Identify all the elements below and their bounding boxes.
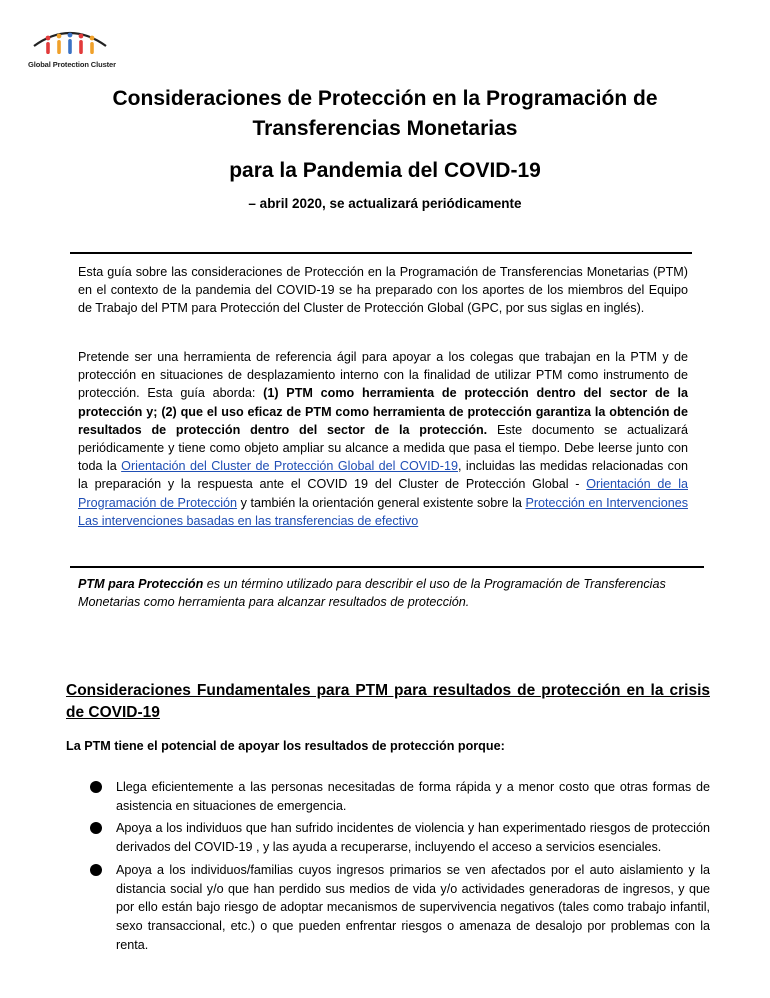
bullet-icon [90, 822, 102, 834]
scope-bold-text: (1) PTM como herramienta de protección dentro del sector de la protección y; (2) que el uso eficaz de PTM como herramienta de protección garantiza la obtención de resultados de protección dentro del sector de la protección. [78, 386, 689, 437]
page-subtitle: – abril 2020, se actualizará periódicamente [248, 196, 522, 211]
section-heading: Consideraciones Fundamentales para PTM para resultados de protección en la crisis de COVID-19 [66, 682, 710, 721]
link-protection-programming[interactable]: Orientación de la Programación de Protección [78, 477, 688, 510]
intro-paragraph-2: Pretende ser una herramienta de referencia ágil para apoyar a los colegas que trabajan en la PTM y de protección en situaciones de desplazamiento interno con la finalidad de utilizar PTM como instrumento de protección. Esta guía aborda: (1) PTM como herramienta de protección dentro del sector de la protección y; (2) que el uso eficaz de PTM como herramienta de protección garantiza la obtención de resultados de protección dentro del sector de la protección. Este documento se actualizará periódicamente y tiene como objeto ampliar su alcance a medida que pasa el tiempo. Debe leerse junto con toda la Orientación del Cluster de Protección Global del COVID-19, incluidas las medidas relacionadas con la preparación y la respuesta ante el COVID 19 del Cluster de Protección Global - Orientación de la Programación de Protección y también la orientación general existente sobre la Protección en Intervenciones Las intervenciones basadas en las transferencias de efectivo [78, 350, 689, 528]
list-item: Llega eficientemente a las personas necesitadas de forma rápida y a menor costo que otras formas de asistencia en situaciones de emergencia. [90, 778, 710, 815]
bullet-icon [90, 781, 102, 793]
logo-org-name: Global Protection Cluster [28, 60, 116, 69]
list-item: Apoya a los individuos/familias cuyos ingresos primarios se ven afectados por el auto aislamiento y la distancia social y/o que han perdido sus medios de vida y/o actividades generadoras de ingresos, y que por ello están bajo riesgo de adoptar mecanismos de supervivencia negativos (tales como trabajo infantil, sexo transaccional, etc.) o que pueden enfrentar riesgos o amenaza de desalojo por problemas con la renta. [90, 861, 710, 955]
ptm-term: PTM para Protección [78, 577, 204, 591]
page-title-line-1: Consideraciones de Protección en la Programación de [112, 87, 658, 110]
intro-top-rule [70, 252, 692, 254]
page-title-line-3: para la Pandemia del COVID-19 [229, 159, 541, 182]
bullet-icon [90, 864, 102, 876]
page-title-line-2: Transferencias Monetarias [252, 117, 518, 140]
link-gpc-covid-guidance[interactable]: Orientación del Cluster de Protección Global del COVID-19 [121, 459, 458, 474]
link-cash-interventions[interactable]: Protección en Intervenciones Las intervenciones basadas en las transferencias de efectivo [78, 495, 688, 528]
section-lead: La PTM tiene el potencial de apoyar los resultados de protección porque: [66, 739, 505, 753]
list-item: Apoya a los individuos que han sufrido incidentes de violencia y han experimentado riesgos de protección derivados del COVID-19 , y las ayuda a recuperarse, incluyendo el acceso a servicios esenciales. [90, 819, 710, 856]
benefit-list [90, 778, 710, 958]
intro-paragraph-1: Esta guía sobre las consideraciones de Protección en la Programación de Transferencias Monetarias (PTM) en el contexto de la pandemia del COVID-19 se ha preparado con los aportes de los miembros del Equipo de Trabajo del PTM para Protección del Cluster de Protección Global (GPC, por sus siglas en inglés). [78, 265, 688, 316]
ptm-definition-note: PTM para Protección es un término utilizado para describir el uso de la Programación de Transferencias Monetarias como herramienta para alcanzar resultados de protección. [78, 577, 666, 610]
intro-bottom-rule [70, 566, 704, 568]
